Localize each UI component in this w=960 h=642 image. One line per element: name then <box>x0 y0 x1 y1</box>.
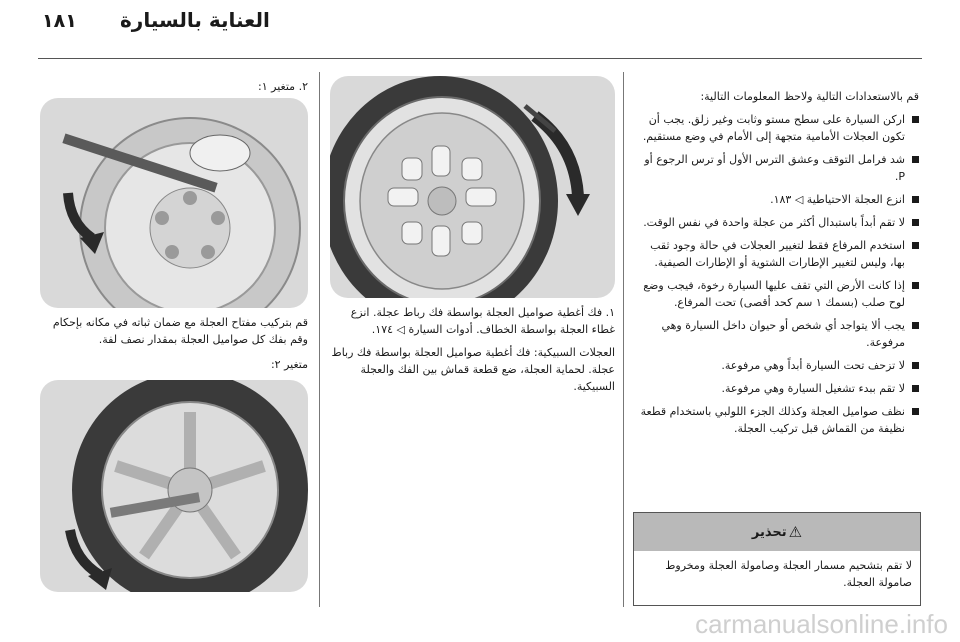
right-column <box>633 88 919 443</box>
warning-title: تحذير <box>751 524 787 540</box>
column-divider-left <box>319 72 320 607</box>
intro-text: قم بالاستعدادات التالية ولاحظ المعلومات التالية: <box>700 90 919 103</box>
warning-header <box>634 513 920 551</box>
wheel-cover-illustration <box>330 76 615 298</box>
wrench-extension-drawing <box>40 380 308 592</box>
wheel-wrench-illustration <box>40 98 308 308</box>
column-divider-right <box>623 72 624 607</box>
list-item: شد فرامل التوقف وعشق الترس الأول أو ترس الرجوع أو P. <box>633 151 919 185</box>
alloy-wheel-note: العجلات السبيكية: فك أغطية صواميل العجلة بواسطة فك رباط عجلة. لحماية العجلة، ضع قطعة قماش بين الفك والعجلة السبيكية. <box>331 346 615 393</box>
list-item: لا تقم أبداً باستبدال أكثر من عجلة واحدة في نفس الوقت. <box>633 214 919 231</box>
list-item: اركن السيارة على سطح مستو وثابت وغير زلق. يجب أن تكون العجلات الأمامية متجهة إلى الأمام في وضع مستقيم. <box>633 111 919 145</box>
watermark: carmanualsonline.info <box>695 609 948 639</box>
step-one-text: ١. فك أغطية صواميل العجلة بواسطة فك رباط عجلة. انزع غطاء العجلة بواسطة الخطاف. أدوات السيارة ◁ ١٧٤. <box>350 306 615 336</box>
list-item: لا تزحف تحت السيارة أبداً وهي مرفوعة. <box>633 357 919 374</box>
preparation-list <box>633 111 919 437</box>
list-item: انزع العجلة الاحتياطية ◁ ١٨٣. <box>633 191 919 208</box>
list-item: إذا كانت الأرض التي تقف عليها السيارة رخوة، فيجب وضع لوح صلب (بسمك ١ سم كحد أقصى) تحت المرفاع. <box>633 277 919 311</box>
warning-text: لا تقم بتشحيم مسمار العجلة وصامولة العجلة ومخروط صامولة العجلة. <box>665 559 912 589</box>
header-rule <box>38 58 922 59</box>
section-title: العناية بالسيارة <box>120 8 270 32</box>
warning-triangle-icon: ⚠ <box>788 523 803 541</box>
variant-one-label: ٢. متغير ١: <box>258 80 308 93</box>
page-number: ١٨١ <box>42 10 77 32</box>
list-item: نظف صواميل العجلة وكذلك الجزء اللولبي باستخدام قطعة نظيفة من القماش قبل تركيب العجلة. <box>633 403 919 437</box>
middle-column <box>330 304 615 401</box>
wheel-wrench-drawing <box>40 98 308 308</box>
warning-box <box>633 512 921 606</box>
variant-two-label: متغير ٢: <box>270 358 308 371</box>
wheel-cover-drawing <box>330 76 615 298</box>
wrench-extension-illustration <box>40 380 308 592</box>
list-item: يجب ألا يتواجد أي شخص أو حيوان داخل السيارة وهي مرفوعة. <box>633 317 919 351</box>
list-item: لا تقم ببدء تشغيل السيارة وهي مرفوعة. <box>633 380 919 397</box>
list-item: استخدم المرفاع فقط لتغيير العجلات في حالة وجود ثقب بها، وليس لتغيير الإطارات الشتوية أو الإطارات الصيفية. <box>633 237 919 271</box>
variant-one-text: قم بتركيب مفتاح العجلة مع ضمان ثباته في مكانه بإحكام وقم بفك كل صواميل العجلة بمقدار نصف لفة. <box>52 316 308 346</box>
